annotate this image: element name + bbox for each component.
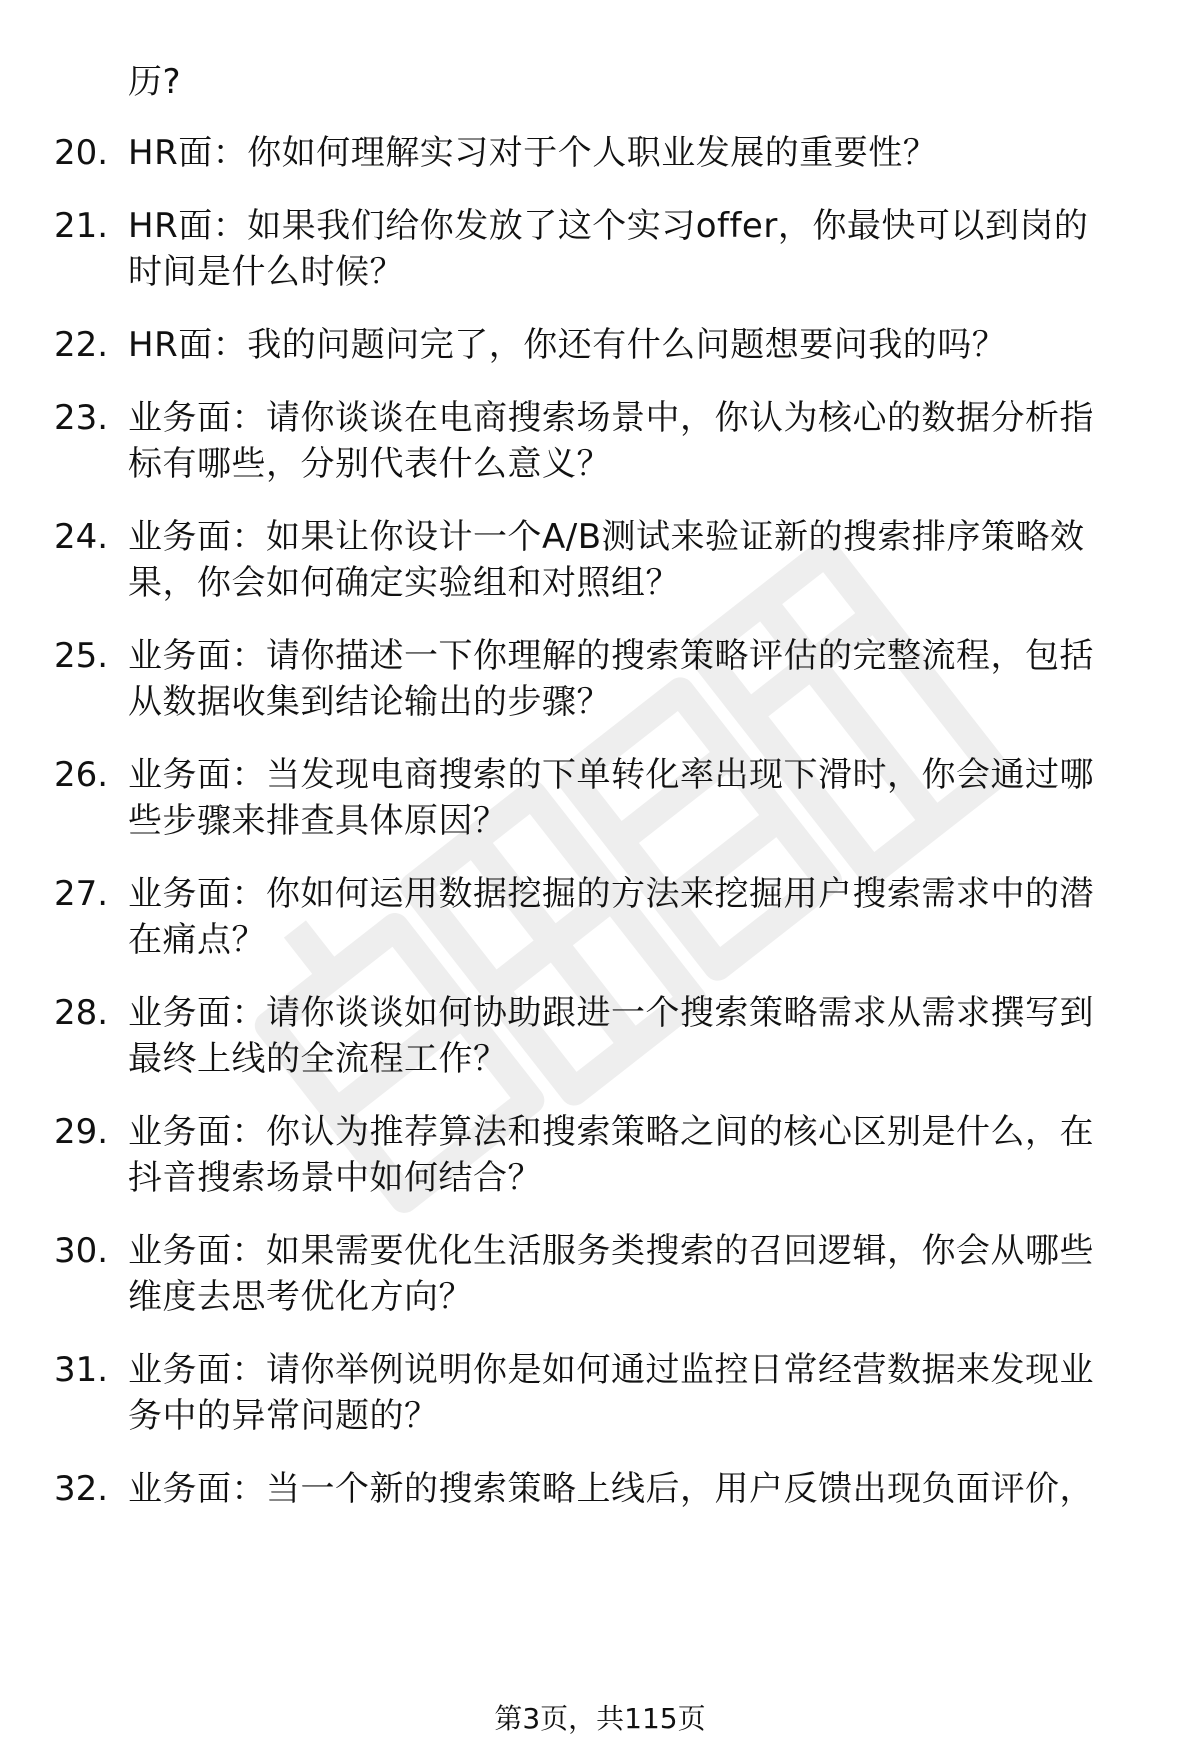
question-number: 29. <box>54 1112 109 1152</box>
question-text-line: 业务面：请你谈谈如何协助跟进一个搜索策略需求从需求撰写到 <box>128 993 1094 1033</box>
question-number: 20. <box>54 133 109 173</box>
question-text-line: 从数据收集到结论输出的步骤？ <box>128 682 611 722</box>
question-text-line: 维度去思考优化方向？ <box>128 1277 473 1317</box>
question-number: 30. <box>54 1231 109 1271</box>
question-number: 24. <box>54 517 109 557</box>
question-text-line: 最终上线的全流程工作？ <box>128 1039 508 1079</box>
carry-over-text: 历? <box>128 62 182 102</box>
page-footer: 第3页，共115页 <box>494 1702 706 1735</box>
question-text-line: 果，你会如何确定实验组和对照组？ <box>128 563 680 603</box>
question-text-line: 些步骤来排查具体原因？ <box>128 801 508 841</box>
question-number: 23. <box>54 398 109 438</box>
question-number: 27. <box>54 874 109 914</box>
question-text-line: 业务面：请你举例说明你是如何通过监控日常经营数据来发现业 <box>128 1350 1094 1390</box>
question-text-line: HR面：你如何理解实习对于个人职业发展的重要性？ <box>128 133 938 173</box>
question-text-line: 标有哪些，分别代表什么意义？ <box>128 444 611 484</box>
question-number: 21. <box>54 206 109 246</box>
question-text-line: 业务面：当发现电商搜索的下单转化率出现下滑时，你会通过哪 <box>128 755 1094 795</box>
question-text-line: HR面：如果我们给你发放了这个实习offer，你最快可以到岗的 <box>128 206 1089 246</box>
question-text-line: 业务面：如果需要优化生活服务类搜索的召回逻辑，你会从哪些 <box>128 1231 1094 1271</box>
question-number: 32. <box>54 1469 109 1509</box>
question-text-line: 时间是什么时候？ <box>128 252 404 292</box>
question-text-line: HR面：我的问题问完了，你还有什么问题想要问我的吗？ <box>128 325 1007 365</box>
question-text-line: 业务面：请你描述一下你理解的搜索策略评估的完整流程，包括 <box>128 636 1094 676</box>
question-text-line: 业务面：如果让你设计一个A/B测试来验证新的搜索排序策略效 <box>128 517 1085 557</box>
question-text-line: 在痛点？ <box>128 920 266 960</box>
question-text-line: 抖音搜索场景中如何结合？ <box>128 1158 542 1198</box>
question-number: 22. <box>54 325 109 365</box>
question-text-line: 业务面：你认为推荐算法和搜索策略之间的核心区别是什么，在 <box>128 1112 1094 1152</box>
question-text-line: 业务面：请你谈谈在电商搜索场景中，你认为核心的数据分析指 <box>128 398 1094 438</box>
question-number: 26. <box>54 755 109 795</box>
question-text-line: 务中的异常问题的？ <box>128 1396 439 1436</box>
question-text-line: 业务面：你如何运用数据挖掘的方法来挖掘用户搜索需求中的潜 <box>128 874 1094 914</box>
question-number: 28. <box>54 993 109 1033</box>
question-number: 31. <box>54 1350 109 1390</box>
question-number: 25. <box>54 636 109 676</box>
question-text-line: 业务面：当一个新的搜索策略上线后，用户反馈出现负面评价， <box>128 1469 1094 1509</box>
